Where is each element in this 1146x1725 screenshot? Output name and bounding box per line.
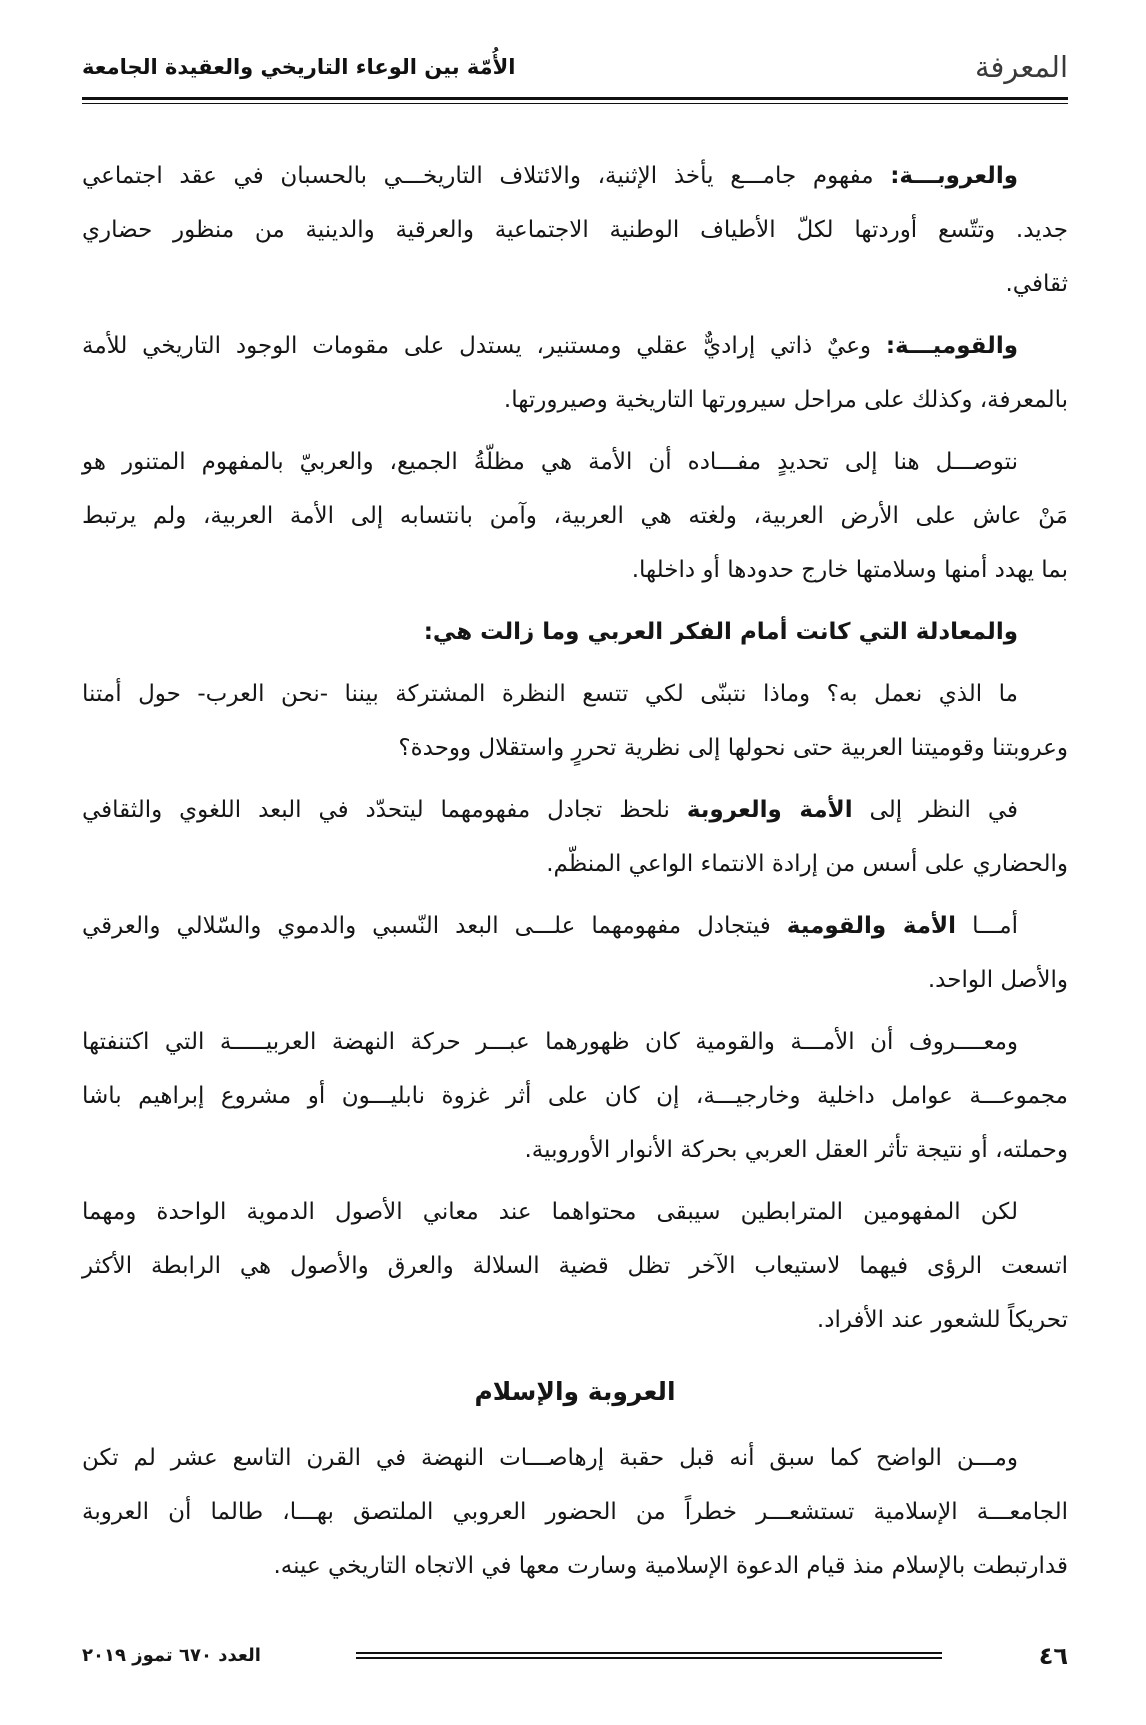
text-line: اتسعت الرؤى فيهما لاستيعاب الآخر تظل قضية السلالة والعرق والأصول هي الرابطة الأكثر (82, 1253, 1068, 1279)
line-text: مفهوم جامـــع يأخذ الإثنية، والائتلاف التاريخـــي بالحسبان في عقد اجتماعي (82, 163, 874, 189)
line-text: وعيٌ ذاتي إراديٌّ عقلي ومستنير، يستدل على مقومات الوجود التاريخي للأمة (82, 333, 872, 359)
line-text: أمـــا (972, 913, 1019, 939)
text-line: جديد. وتتّسع أوردتها لكلّ الأطياف الوطنية الاجتماعية والعرقية والدينية من منظور حضاري (82, 217, 1068, 243)
paragraph (82, 667, 1068, 775)
text-line: والأصل الواحد. (927, 967, 1068, 993)
footer-double-rule (356, 1652, 942, 1659)
line-text: في النظر إلى (869, 797, 1018, 823)
text-line: ومـــن الواضح كما سبق أنه قبل حقبة إرهاصـــات النهضة في القرن التاسع عشر لم تكن (82, 1445, 1018, 1471)
text-line: ما الذي نعمل به؟ وماذا نتبنّى لكي تتسع النظرة المشتركة بيننا -نحن العرب- حول أمتنا (82, 681, 1018, 707)
text-line: نتوصـــل هنا إلى تحديدٍ مفـــاده أن الأمة هي مظلّةُ الجميع، والعربيّ بالمفهوم المتنور هو (82, 449, 1018, 475)
paragraph (82, 899, 1068, 1007)
page-header (82, 44, 1068, 90)
running-title: الأُمّة بين الوعاء التاريخي والعقيدة الجامعة (82, 55, 516, 79)
text-line: ومعــــروف أن الأمـــة والقومية كان ظهورهما عبـــر حركة النهضة العربيـــــة التي اكتنفتها (82, 1029, 1018, 1055)
article-body (82, 149, 1068, 1601)
paragraph (82, 1431, 1068, 1593)
text-line (82, 319, 1068, 373)
paragraph (82, 319, 1068, 427)
text-line: قدارتبطت بالإسلام منذ قيام الدعوة الإسلامية وسارت معها في الاتجاه التاريخي عينه. (273, 1553, 1068, 1579)
text-line: لكن المفهومين المترابطين سيبقى محتواهما عند معاني الأصول الدموية الواحدة ومهما (82, 1199, 1018, 1225)
paragraph (82, 605, 1068, 659)
section-heading: العروبة والإسلام (474, 1377, 676, 1406)
text-line: تحريكاً للشعور عند الأفراد. (816, 1307, 1068, 1333)
text-line: والحضاري على أسس من إرادة الانتماء الواعي المنظّم. (546, 851, 1068, 877)
bold-question-line: والمعادلة التي كانت أمام الفكر العربي وما زالت هي: (423, 619, 1018, 645)
line-text: نلحظ تجادل مفهومهما ليتحدّد في البعد اللغوي والثقافي (82, 797, 670, 823)
page-number: ٤٦ (1038, 1642, 1068, 1670)
bold-phrase: الأمة والعروبة (686, 797, 853, 823)
paragraph (82, 1015, 1068, 1177)
issue-info: العدد ٦٧٠ تموز ٢٠١٩ (82, 1645, 261, 1666)
text-line (82, 149, 1068, 203)
text-line: الجامعـــة الإسلامية تستشعـــر خطراً من الحضور العروبي الملتصق بهـــا، طالما أن العروبة (82, 1499, 1068, 1525)
term-label: والقوميـــة: (885, 333, 1018, 359)
text-line (82, 899, 1068, 953)
text-line: بالمعرفة، وكذلك على مراحل سيرورتها التاريخية وصيرورتها. (503, 387, 1068, 413)
paragraph (82, 149, 1068, 311)
text-line: مَنْ عاش على الأرض العربية، ولغته هي العربية، وآمن بانتسابه إلى الأمة العربية، ولم يرتبط (82, 503, 1068, 529)
page-footer (82, 1636, 1068, 1676)
header-double-rule (82, 97, 1068, 104)
text-line: مجموعـــة عوامل داخلية وخارجيـــة، إن كان على أثر غزوة نابليـــون أو مشروع إبراهيم باشا (82, 1083, 1068, 1109)
text-line: بما يهدد أمنها وسلامتها خارج حدودها أو داخلها. (631, 557, 1068, 583)
text-line (82, 783, 1068, 837)
paragraph (82, 783, 1068, 891)
magazine-logo: المعرفة (974, 50, 1068, 84)
text-line: وعروبتنا وقوميتنا العربية حتى نحولها إلى نظرية تحررٍ واستقلال ووحدة؟ (398, 735, 1068, 761)
text-line: وحملته، أو نتيجة تأثر العقل العربي بحركة الأنوار الأوروبية. (524, 1137, 1068, 1163)
term-label: والعروبـــة: (890, 163, 1019, 189)
line-text: فيتجادل مفهومهما علـــى البعد النّسبي والدموي والسّلالي والعرقي (82, 913, 771, 939)
paragraph (82, 435, 1068, 597)
bold-phrase: الأمة والقومية (786, 913, 957, 939)
text-line: ثقافي. (1005, 271, 1068, 297)
paragraph (82, 1185, 1068, 1347)
